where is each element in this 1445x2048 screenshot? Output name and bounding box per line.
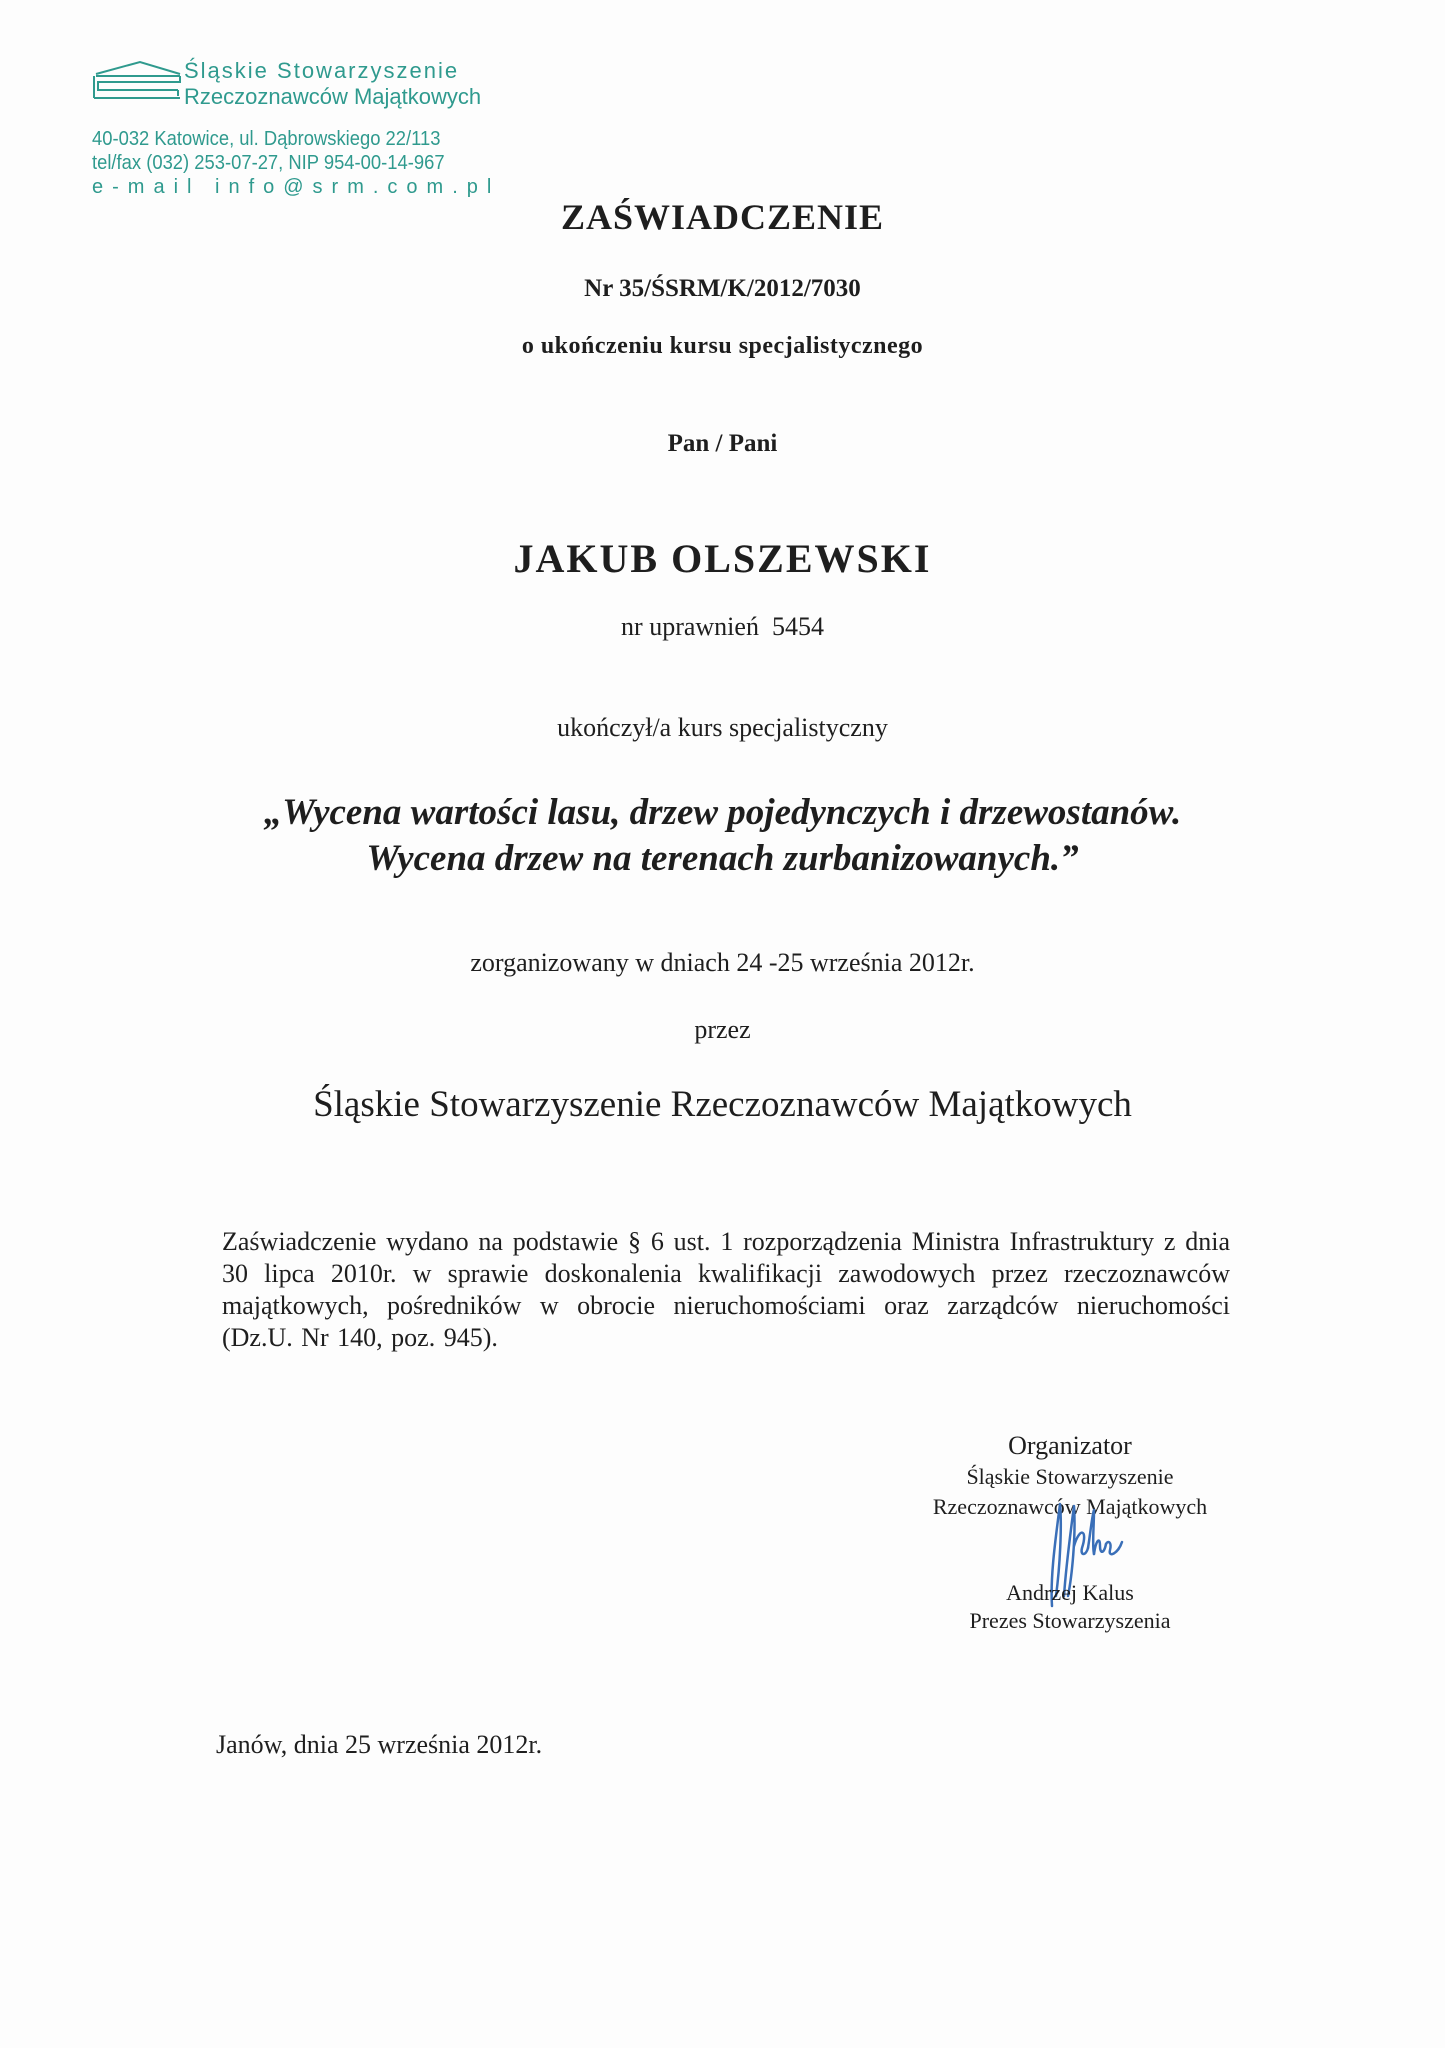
signature-block (890, 1430, 1250, 1633)
by-text: przez (694, 1015, 751, 1044)
stamp-phone-nip: tel/fax (032) 253-07-27, NIP 954-00-14-967 (92, 152, 445, 174)
legal-basis-paragraph: Zaświadczenie wydano na podstawie § 6 ust. 1 rozporządzenia Ministra Infrastruktury z dnia 30 lipca 2010r. w sprawie doskonalenia kwalifikacji zawodowych przez rzeczoznawców majątkowych, pośredników w obrocie nieruchomościami oraz zarządców nieruchomości (Dz.U. Nr 140, poz. 945). (222, 1227, 1230, 1352)
organizer-name: Śląskie Stowarzyszenie Rzeczoznawców Majątkowych (313, 1084, 1132, 1125)
signer-name: Andrzej Kalus (1006, 1580, 1134, 1605)
certificate-number: Nr 35/ŚSRM/K/2012/7030 (584, 275, 861, 302)
signature-role: Organizator (1008, 1431, 1132, 1460)
stamp-name-line1: Śląskie Stowarzyszenie (184, 58, 460, 83)
completed-text: ukończył/a kurs specjalistyczny (557, 713, 888, 742)
place-and-date: Janów, dnia 25 września 2012r. (216, 1730, 543, 1759)
building-logo-icon (92, 60, 182, 104)
recipient-name: JAKUB OLSZEWSKI (513, 536, 932, 581)
salutation: Pan / Pani (667, 430, 778, 457)
stamp-email: e-mail info@srm.com.pl (92, 176, 501, 198)
stamp-address: 40-032 Katowice, ul. Dąbrowskiego 22/113 (92, 128, 441, 150)
course-title-line1: „Wycena wartości lasu, drzew pojedynczych i drzewostanów. (263, 792, 1182, 833)
signature-org-line1: Śląskie Stowarzyszenie (966, 1464, 1174, 1489)
certificate-title: ZAŚWIADCZENIE (560, 197, 885, 237)
license-label: nr uprawnień (621, 612, 759, 641)
stamp-name-line2: Rzeczoznawców Majątkowych (184, 84, 482, 109)
signature-org-line2: Rzeczoznawców Majątkowych (932, 1494, 1208, 1519)
course-title-line2: Wycena drzew na terenach zurbanizowanych.” (366, 838, 1079, 879)
license-number (0, 612, 1445, 642)
certificate-subtitle: o ukończeniu kursu specjalistycznego (521, 333, 924, 359)
license-value: 5454 (771, 612, 824, 641)
course-title (0, 790, 1445, 882)
signer-title: Prezes Stowarzyszenia (969, 1608, 1171, 1633)
course-dates: zorganizowany w dniach 24 -25 września 2012r. (470, 948, 975, 977)
